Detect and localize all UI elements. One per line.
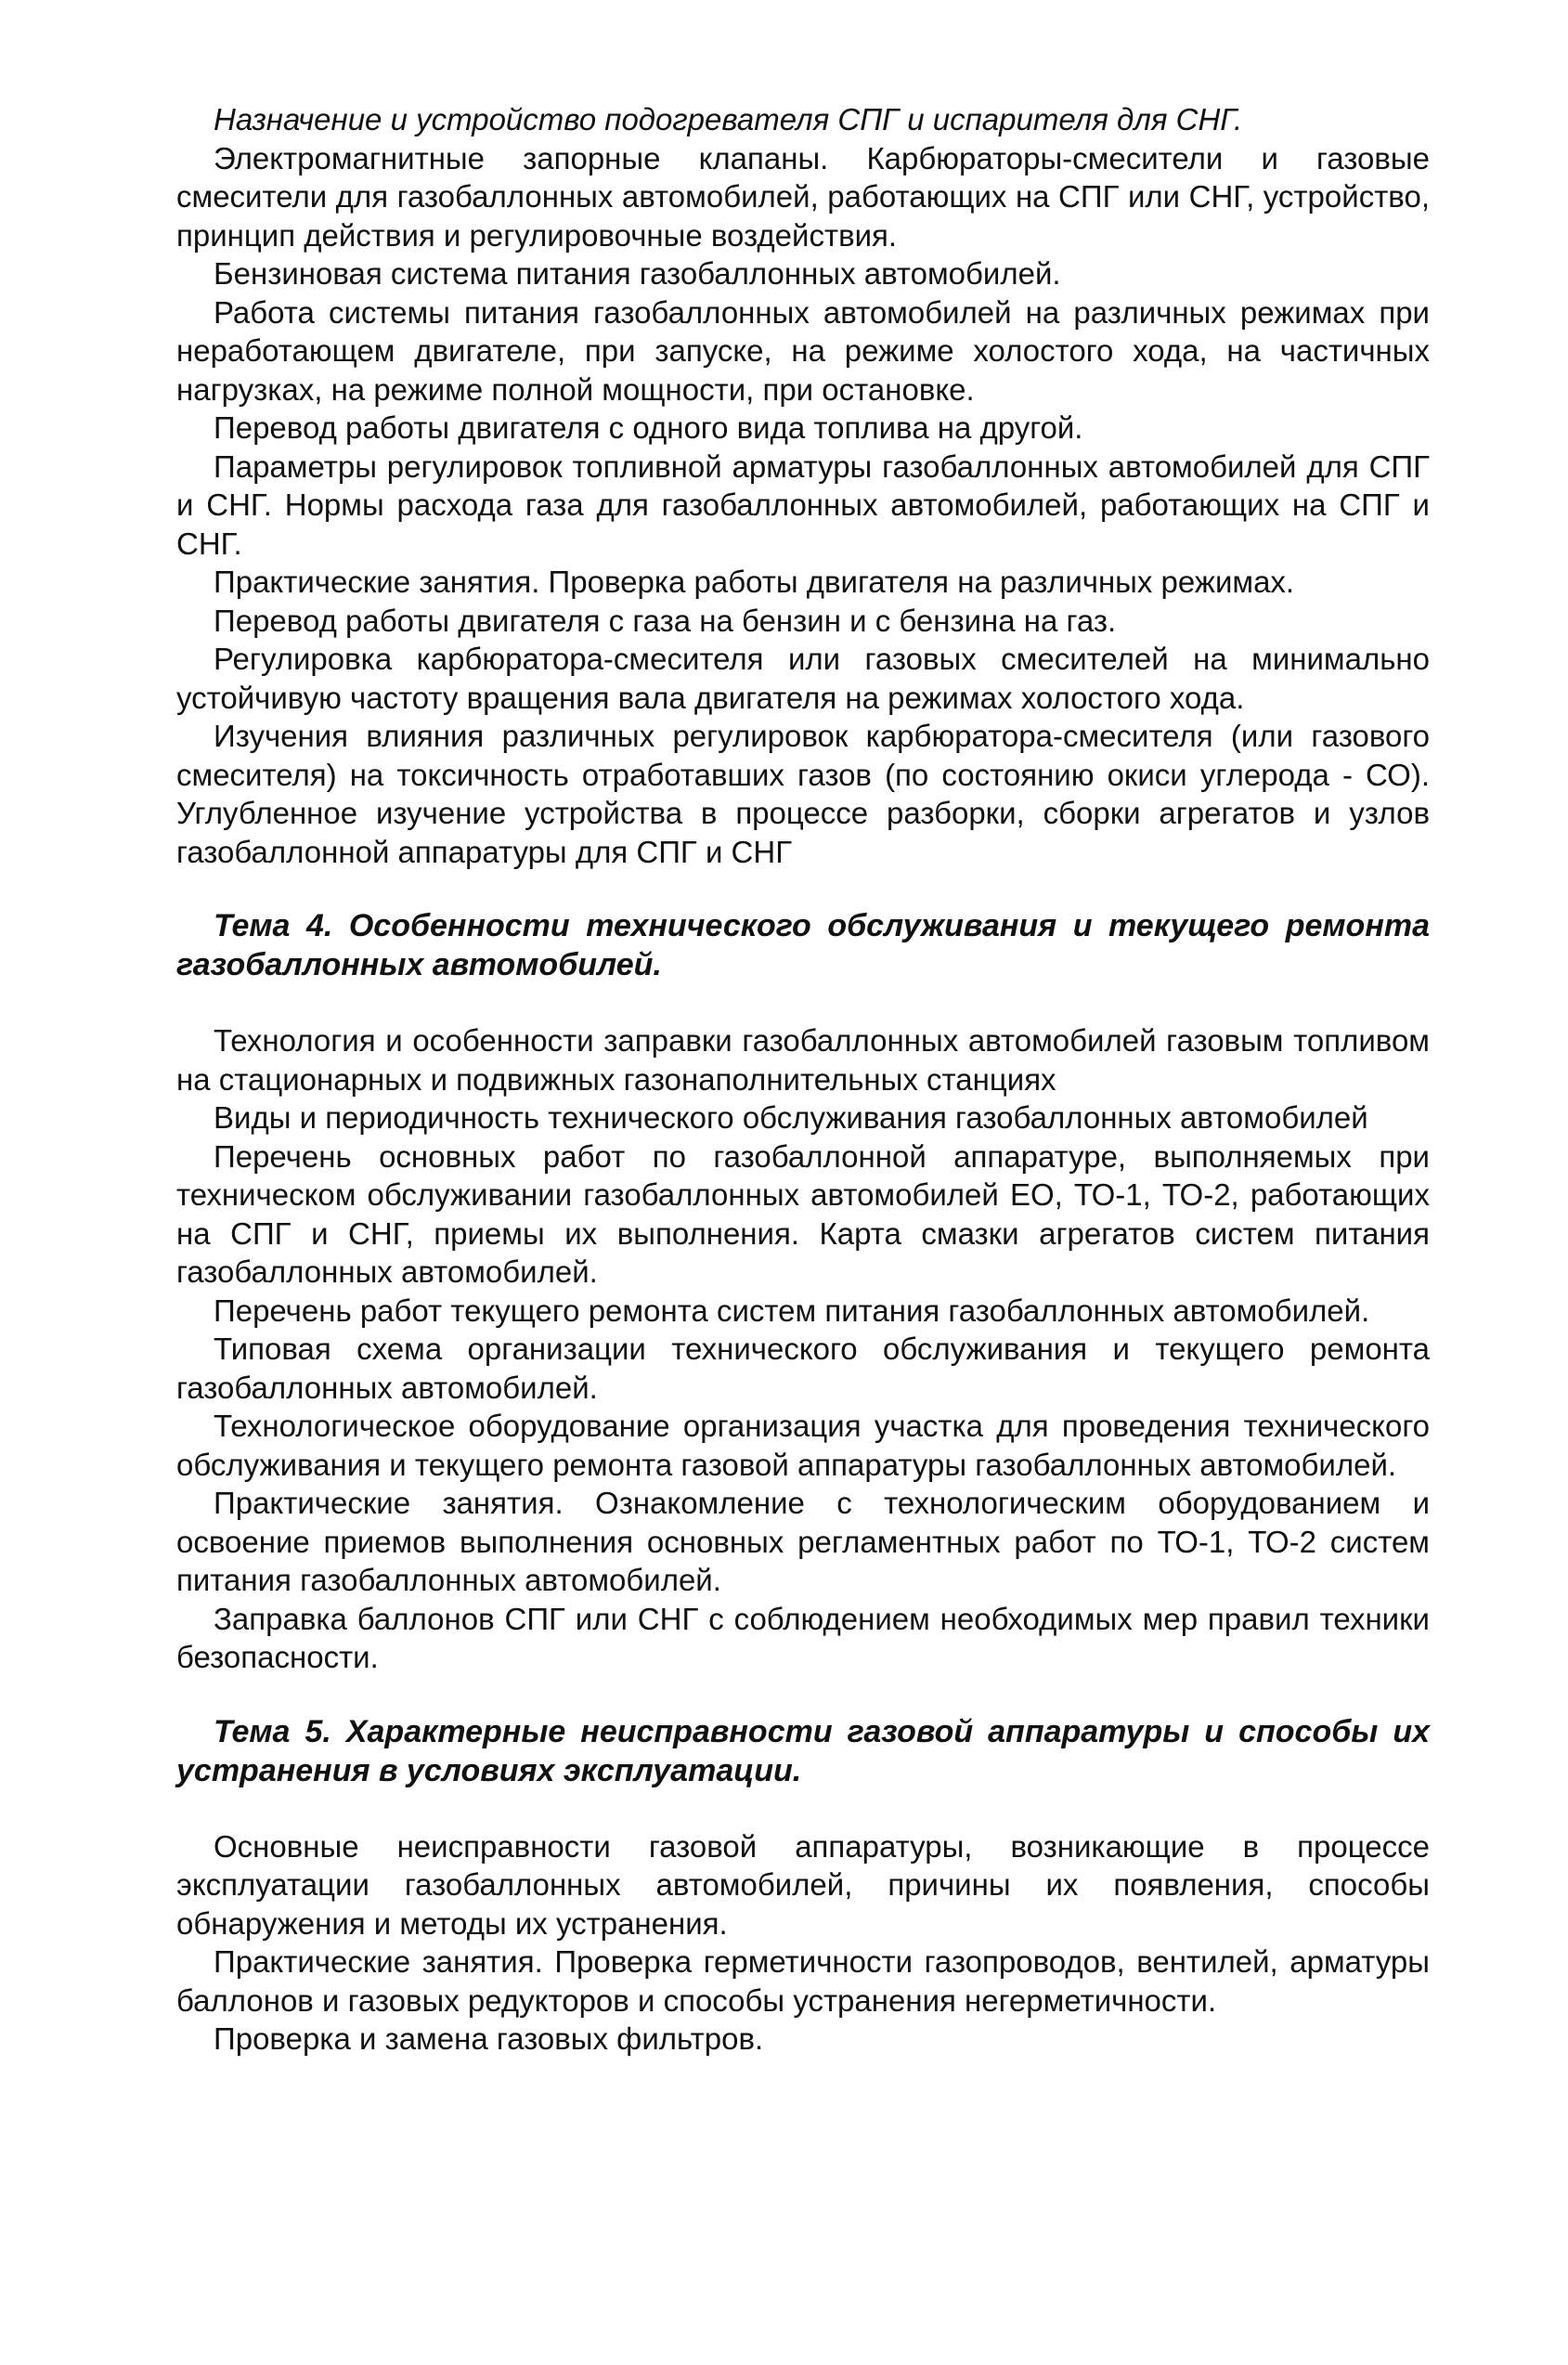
paragraph: Регулировка карбюратора-смесителя или газовых смесителей на минимально устойчивую частоту вращения вала двигателя на режимах холостого хода. <box>176 642 1430 715</box>
document-page <box>176 100 1430 2059</box>
paragraph: Перечень основных работ по газобаллонной аппаратуре, выполняемых при техническом обслуживании газобаллонных автомобилей ЕО, ТО-1, ТО-2, работающих на СПГ и СНГ, приемы их выполнения. Карта смазки агрегатов систем питания газобаллонных автомобилей. <box>176 1138 1430 1289</box>
paragraph: Заправка баллонов СПГ или СНГ с соблюдением необходимых мер правил техники безопасности. <box>176 1601 1430 1674</box>
spacer <box>176 1790 1430 1827</box>
paragraph: Параметры регулировок топливной арматуры газобаллонных автомобилей для СПГ и СНГ. Нормы расхода газа для газобаллонных автомобилей, работающих на СПГ и СНГ. <box>176 448 1430 561</box>
topic-5-heading: Тема 5. Характерные неисправности газовой аппаратуры и способы их устранения в условиях эксплуатации. <box>176 1713 1430 1788</box>
paragraph: Практические занятия. Ознакомление с технологическим оборудованием и освоение приемов выполнения основных регламентных работ по ТО-1, ТО-2 систем питания газобаллонных автомобилей. <box>176 1486 1430 1597</box>
paragraph: Практические занятия. Проверка работы двигателя на различных режимах. <box>214 565 1295 599</box>
paragraph: Работа системы питания газобаллонных автомобилей на различных режимах при неработающем двигателе, при запуске, на режиме холостого хода, на частичных нагрузках, на режиме полной мощности, при остановке. <box>176 294 1430 407</box>
paragraph: Технологическое оборудование организация участка для проведения технического обслуживания и текущего ремонта газовой аппаратуры газобаллонных автомобилей. <box>176 1409 1430 1482</box>
paragraph: Типовая схема организации технического обслуживания и текущего ремонта газобаллонных автомобилей. <box>176 1332 1430 1405</box>
topic-4-heading: Тема 4. Особенности технического обслуживания и текущего ремонта газобаллонных автомобилей. <box>176 908 1430 982</box>
paragraph: Назначение и устройство подогревателя СПГ и испарителя для СНГ. <box>214 102 1243 136</box>
paragraph: Перевод работы двигателя с одного вида топлива на другой. <box>214 410 1083 445</box>
paragraph: Перечень работ текущего ремонта систем питания газобаллонных автомобилей. <box>214 1293 1370 1328</box>
paragraph: Основные неисправности газовой аппаратуры, возникающие в процессе эксплуатации газобаллонных автомобилей, причины их появления, способы обнаружения и методы их устранения. <box>176 1828 1430 1941</box>
spacer <box>176 1677 1430 1712</box>
paragraph: Бензиновая система питания газобаллонных автомобилей. <box>214 256 1061 291</box>
paragraph: Практические занятия. Проверка герметичности газопроводов, вентилей, арматуры баллонов и газовых редукторов и способы устранения негерметичности. <box>176 1944 1430 2018</box>
paragraph: Технология и особенности заправки газобаллонных автомобилей газовым топливом на стационарных и подвижных газонаполнительных станциях <box>176 1023 1430 1097</box>
paragraph: Проверка и замена газовых фильтров. <box>214 2021 764 2056</box>
paragraph: Перевод работы двигателя с газа на бензин и с бензина на газ. <box>214 603 1117 638</box>
spacer <box>176 984 1430 1021</box>
paragraph: Электромагнитные запорные клапаны. Карбюраторы-смесители и газовые смесители для газобаллонных автомобилей, работающих на СПГ или СНГ, устройство, принцип действия и регулировочные воздействия. <box>176 140 1430 253</box>
spacer <box>176 871 1430 906</box>
paragraph: Виды и периодичность технического обслуживания газобаллонных автомобилей <box>214 1100 1368 1135</box>
paragraph: Изучения влияния различных регулировок карбюратора-смесителя (или газового смесителя) на токсичность отработавших газов (по состоянию окиси углерода - СО). Углубленное изучение устройства в процессе разборки, сборки агрегатов и узлов газобаллонной аппаратуры для СПГ и СНГ <box>176 719 1430 869</box>
